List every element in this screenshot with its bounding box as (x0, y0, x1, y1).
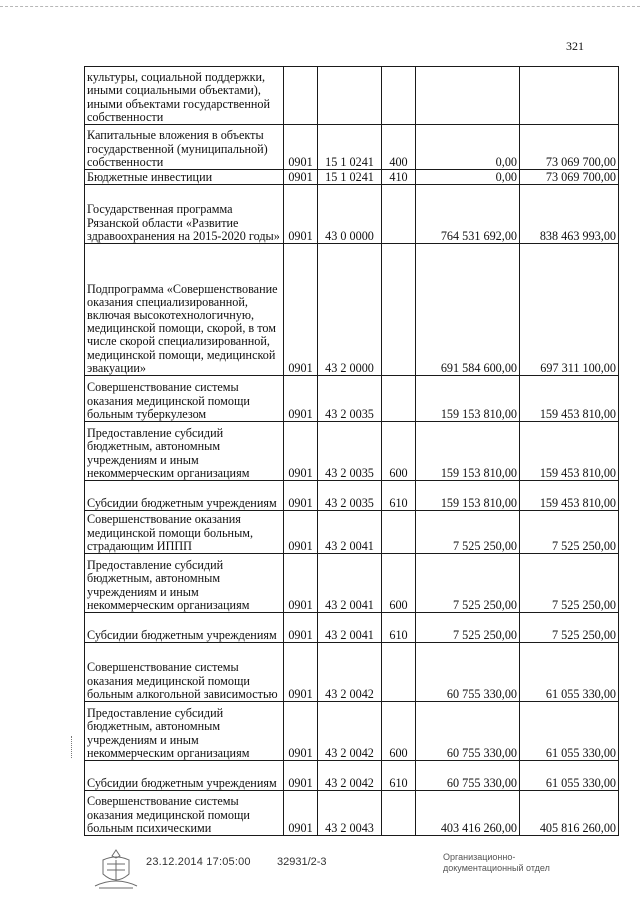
row-sum-2015: 7 525 250,00 (416, 613, 520, 643)
row-expense-type (382, 67, 416, 125)
row-name: Предоставление субсидий бюджетным, автономным учреждениям и иным некоммерческим организациям (85, 422, 284, 481)
table-row (85, 170, 619, 185)
row-department: 0901 (284, 170, 318, 185)
row-expense-type (382, 376, 416, 422)
row-sum-2015: 7 525 250,00 (416, 554, 520, 613)
row-target-article: 43 2 0041 (318, 511, 382, 554)
row-name: Субсидии бюджетным учреждениям (85, 613, 284, 643)
row-name: Совершенствование системы оказания медицинской помощи больным психическими (85, 791, 284, 836)
row-department: 0901 (284, 185, 318, 244)
row-department: 0901 (284, 554, 318, 613)
row-sum-2016: 61 055 330,00 (520, 761, 619, 791)
row-sum-2016: 159 453 810,00 (520, 376, 619, 422)
row-name: Подпрограмма «Совершенствование оказания специализированной, включая высокотехнологичную, медицинской помощи, скорой, в том числе скорой специализированной, медицинской помощи, медицинской эвакуации» (85, 244, 284, 376)
row-name: Государственная программа Рязанской области «Развитие здравоохранения на 2015-2020 годы» (85, 185, 284, 244)
row-target-article: 43 2 0035 (318, 376, 382, 422)
row-department: 0901 (284, 125, 318, 170)
row-expense-type (382, 244, 416, 376)
table-row (85, 791, 619, 836)
row-department: 0901 (284, 791, 318, 836)
row-name: Капитальные вложения в объекты государственной (муниципальной) собственности (85, 125, 284, 170)
row-sum-2016: 838 463 993,00 (520, 185, 619, 244)
scan-margin-mark (71, 736, 75, 758)
row-department: 0901 (284, 643, 318, 702)
row-department: 0901 (284, 702, 318, 761)
row-sum-2015 (416, 67, 520, 125)
row-sum-2016: 73 069 700,00 (520, 125, 619, 170)
row-target-article: 15 1 0241 (318, 170, 382, 185)
row-name: Совершенствование системы оказания медицинской помощи больным туберкулезом (85, 376, 284, 422)
row-target-article (318, 67, 382, 125)
row-expense-type: 400 (382, 125, 416, 170)
row-name: Предоставление субсидий бюджетным, автономным учреждениям и иным некоммерческим организациям (85, 554, 284, 613)
row-sum-2015: 691 584 600,00 (416, 244, 520, 376)
footer-org-line-1: Организационно- (443, 852, 516, 862)
row-name: Субсидии бюджетным учреждениям (85, 481, 284, 511)
row-expense-type: 410 (382, 170, 416, 185)
budget-table (84, 66, 619, 836)
row-sum-2015: 0,00 (416, 125, 520, 170)
row-expense-type: 610 (382, 761, 416, 791)
row-sum-2015: 764 531 692,00 (416, 185, 520, 244)
table-row (85, 511, 619, 554)
row-expense-type: 600 (382, 554, 416, 613)
row-expense-type (382, 185, 416, 244)
row-target-article: 43 2 0043 (318, 791, 382, 836)
row-sum-2016: 61 055 330,00 (520, 702, 619, 761)
row-sum-2016 (520, 67, 619, 125)
row-name: Бюджетные инвестиции (85, 170, 284, 185)
table-row (85, 185, 619, 244)
row-sum-2015: 60 755 330,00 (416, 643, 520, 702)
row-sum-2016: 61 055 330,00 (520, 643, 619, 702)
row-expense-type (382, 643, 416, 702)
table-row (85, 67, 619, 125)
row-sum-2016: 7 525 250,00 (520, 613, 619, 643)
table-row (85, 422, 619, 481)
row-expense-type: 610 (382, 481, 416, 511)
row-expense-type (382, 511, 416, 554)
row-department (284, 67, 318, 125)
row-sum-2016: 7 525 250,00 (520, 554, 619, 613)
page-number: 321 (566, 39, 584, 53)
table-row (85, 125, 619, 170)
row-target-article: 43 2 0035 (318, 422, 382, 481)
scan-top-edge (0, 6, 640, 7)
row-sum-2015: 403 416 260,00 (416, 791, 520, 836)
row-sum-2015: 0,00 (416, 170, 520, 185)
budget-table-body (85, 67, 619, 836)
row-sum-2016: 73 069 700,00 (520, 170, 619, 185)
table-row (85, 761, 619, 791)
row-sum-2016: 7 525 250,00 (520, 511, 619, 554)
table-row (85, 702, 619, 761)
row-name: Субсидии бюджетным учреждениям (85, 761, 284, 791)
table-row (85, 481, 619, 511)
row-target-article: 43 2 0042 (318, 761, 382, 791)
row-sum-2015: 60 755 330,00 (416, 702, 520, 761)
table-row (85, 554, 619, 613)
row-department: 0901 (284, 376, 318, 422)
row-sum-2016: 159 453 810,00 (520, 481, 619, 511)
table-row (85, 613, 619, 643)
row-department: 0901 (284, 761, 318, 791)
row-expense-type (382, 791, 416, 836)
row-target-article: 43 2 0041 (318, 554, 382, 613)
row-department: 0901 (284, 511, 318, 554)
row-name: культуры, социальной поддержки, иными социальными объектами), иными объектами государственной собственности (85, 67, 284, 125)
row-sum-2015: 159 153 810,00 (416, 422, 520, 481)
footer-document-code: 32931/2-3 (277, 856, 327, 868)
row-sum-2015: 159 153 810,00 (416, 376, 520, 422)
row-target-article: 43 2 0042 (318, 702, 382, 761)
row-name: Предоставление субсидий бюджетным, автономным учреждениям и иным некоммерческим организациям (85, 702, 284, 761)
row-expense-type: 600 (382, 422, 416, 481)
table-row (85, 244, 619, 376)
row-sum-2016: 697 311 100,00 (520, 244, 619, 376)
table-row (85, 643, 619, 702)
row-sum-2015: 7 525 250,00 (416, 511, 520, 554)
row-target-article: 43 2 0035 (318, 481, 382, 511)
row-target-article: 43 0 0000 (318, 185, 382, 244)
row-department: 0901 (284, 422, 318, 481)
row-sum-2016: 405 816 260,00 (520, 791, 619, 836)
row-name: Совершенствование оказания медицинской помощи больным, страдающим ИППП (85, 511, 284, 554)
row-sum-2016: 159 453 810,00 (520, 422, 619, 481)
row-sum-2015: 60 755 330,00 (416, 761, 520, 791)
row-department: 0901 (284, 244, 318, 376)
row-expense-type: 600 (382, 702, 416, 761)
row-sum-2015: 159 153 810,00 (416, 481, 520, 511)
row-target-article: 15 1 0241 (318, 125, 382, 170)
row-expense-type: 610 (382, 613, 416, 643)
row-target-article: 43 2 0042 (318, 643, 382, 702)
table-row (85, 376, 619, 422)
footer-datetime: 23.12.2014 17:05:00 (146, 856, 251, 868)
row-department: 0901 (284, 481, 318, 511)
footer-org-line-2: документационный отдел (443, 863, 550, 873)
row-department: 0901 (284, 613, 318, 643)
row-target-article: 43 2 0041 (318, 613, 382, 643)
row-target-article: 43 2 0000 (318, 244, 382, 376)
footer-organization-stamp (443, 852, 550, 874)
row-name: Совершенствование системы оказания медицинской помощи больным алкогольной зависимостью (85, 643, 284, 702)
coat-of-arms-stamp-icon (89, 846, 143, 890)
